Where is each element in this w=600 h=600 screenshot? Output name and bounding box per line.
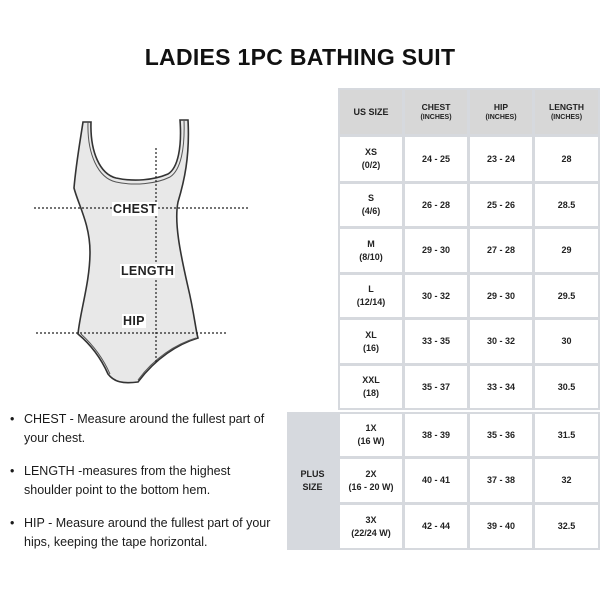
length-cell: 32 xyxy=(535,459,598,502)
hip-cell: 25 - 26 xyxy=(470,184,532,226)
chest-cell: 24 - 25 xyxy=(405,137,467,181)
bullet-icon: • xyxy=(10,412,15,426)
length-cell: 28.5 xyxy=(535,184,598,226)
size-cell xyxy=(340,229,402,272)
size-label: S xyxy=(367,193,374,203)
note-text: HIP - Measure around the fullest part of your hips, keeping the tape horizontal. xyxy=(24,516,271,549)
hip-cell: 39 - 40 xyxy=(470,505,532,548)
size-cell xyxy=(340,414,402,456)
length-cell: 31.5 xyxy=(535,414,598,456)
header-length-unit: (INCHES) xyxy=(550,113,583,121)
size-alt: (12/14) xyxy=(356,297,386,307)
chest-cell: 40 - 41 xyxy=(405,459,467,502)
header-chest-unit: (INCHES) xyxy=(420,113,452,121)
header-chest xyxy=(405,90,467,134)
size-label: XXL xyxy=(362,375,380,385)
hip-cell: 37 - 38 xyxy=(470,459,532,502)
size-alt: (0/2) xyxy=(361,160,381,170)
note-text: LENGTH -measures from the highest shoulder point to the bottom hem. xyxy=(24,464,231,497)
plus-size-label-line1: PLUS xyxy=(300,469,325,479)
hip-label: HIP xyxy=(123,314,145,328)
size-label: XL xyxy=(365,329,377,340)
length-cell: 30 xyxy=(535,320,598,363)
size-cell xyxy=(340,275,402,317)
chest-cell: 30 - 32 xyxy=(405,275,467,317)
header-us-size xyxy=(340,90,402,134)
size-cell xyxy=(340,320,402,363)
header-hip xyxy=(470,90,532,134)
chest-cell: 26 - 28 xyxy=(405,184,467,226)
size-alt: (4/6) xyxy=(361,206,381,216)
size-alt: (16) xyxy=(362,342,379,353)
size-alt: (16 - 20 W) xyxy=(348,481,394,492)
size-cell xyxy=(340,137,402,181)
header-length-label: LENGTH xyxy=(549,101,584,112)
size-label: XS xyxy=(364,147,377,157)
header-us-size-label: US SIZE xyxy=(353,106,389,117)
length-cell: 29 xyxy=(535,229,598,272)
size-alt: (18) xyxy=(362,388,379,398)
hip-cell: 30 - 32 xyxy=(470,320,532,363)
note-length xyxy=(8,462,278,500)
length-label: LENGTH xyxy=(121,264,175,278)
length-cell: 28 xyxy=(535,137,598,181)
size-alt: (16 W) xyxy=(357,436,385,446)
size-label: 3X xyxy=(365,514,377,525)
bullet-icon: • xyxy=(10,516,15,530)
swimsuit-figure xyxy=(28,112,268,392)
chest-cell: 33 - 35 xyxy=(405,320,467,363)
hip-cell: 27 - 28 xyxy=(470,229,532,272)
hip-cell: 23 - 24 xyxy=(470,137,532,181)
bullet-icon: • xyxy=(10,464,15,478)
chest-cell: 35 - 37 xyxy=(405,366,467,408)
size-alt: (8/10) xyxy=(359,251,383,262)
note-chest xyxy=(8,410,278,448)
length-cell: 32.5 xyxy=(535,505,598,548)
chest-cell: 42 - 44 xyxy=(405,505,467,548)
size-label: 1X xyxy=(365,423,377,433)
size-alt: (22/24 W) xyxy=(351,527,391,538)
header-hip-unit: (INCHES) xyxy=(485,113,517,121)
size-cell xyxy=(340,366,402,408)
plus-size-label-line2: SIZE xyxy=(302,482,323,492)
chest-cell: 38 - 39 xyxy=(405,414,467,456)
header-hip-label: HIP xyxy=(493,101,509,112)
header-length xyxy=(535,90,598,134)
size-cell xyxy=(340,505,402,548)
note-hip xyxy=(8,514,278,552)
size-cell xyxy=(340,459,402,502)
plus-size-label xyxy=(289,414,336,548)
page-title: LADIES 1PC BATHING SUIT xyxy=(144,44,456,70)
size-label: M xyxy=(367,238,375,249)
size-label: L xyxy=(368,284,374,294)
header-chest-label: CHEST xyxy=(421,101,451,112)
hip-cell: 33 - 34 xyxy=(470,366,532,408)
length-cell: 30.5 xyxy=(535,366,598,408)
measurement-notes xyxy=(8,410,278,566)
chest-cell: 29 - 30 xyxy=(405,229,467,272)
note-text: CHEST - Measure around the fullest part of your chest. xyxy=(24,412,265,445)
swimsuit-outline-icon xyxy=(28,112,268,392)
size-label: 2X xyxy=(365,468,377,479)
size-cell xyxy=(340,184,402,226)
chest-label: CHEST xyxy=(113,202,157,216)
hip-cell: 35 - 36 xyxy=(470,414,532,456)
hip-cell: 29 - 30 xyxy=(470,275,532,317)
length-cell: 29.5 xyxy=(535,275,598,317)
